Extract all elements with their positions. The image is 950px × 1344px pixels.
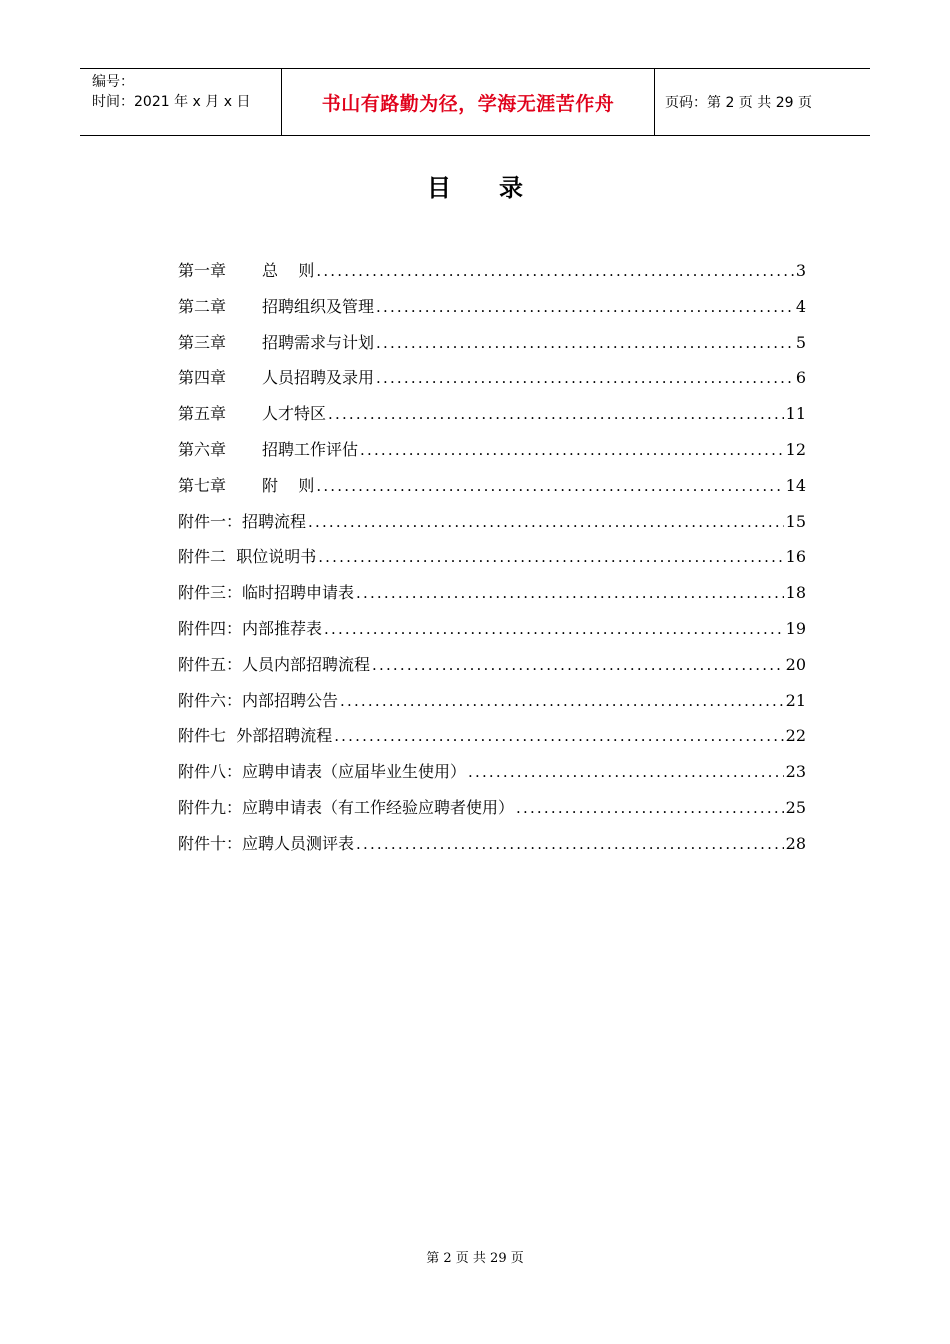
toc-entry[interactable]	[178, 436, 806, 472]
toc-page-number: 25	[785, 797, 806, 817]
toc-page-number: 15	[785, 511, 806, 531]
toc-dot-leader	[324, 615, 784, 643]
document-time: 时间：2021 年 x 月 x 日	[92, 94, 251, 110]
page-header	[80, 68, 870, 136]
toc-entry[interactable]	[178, 543, 806, 579]
toc-entry[interactable]	[178, 364, 806, 400]
toc-page-number: 14	[785, 475, 806, 495]
toc-page-number: 18	[785, 583, 806, 603]
toc-entry-title: 应聘申请表（应届毕业生使用）	[242, 762, 467, 782]
toc-page-number: 12	[785, 439, 806, 459]
toc-chapter-label: 附件二	[178, 547, 237, 567]
toc-entry-title: 职位说明书	[236, 547, 317, 567]
toc-chapter-label: 附件一：	[178, 511, 243, 531]
header-meta	[80, 69, 282, 135]
toc-chapter-label: 第二章	[178, 296, 227, 316]
toc-page-number: 21	[785, 690, 806, 710]
toc-entry[interactable]	[178, 400, 806, 436]
toc-page-number: 23	[785, 762, 806, 782]
toc-entry-title: 外部招聘流程	[236, 726, 333, 746]
toc-dot-leader	[340, 687, 784, 715]
page-title	[0, 168, 950, 203]
toc-dot-leader	[356, 830, 784, 858]
toc-dot-leader	[372, 651, 784, 679]
toc-chapter-label: 第五章	[178, 404, 227, 424]
toc-page-number: 20	[785, 654, 806, 674]
toc-chapter-label: 附件九：	[178, 797, 243, 817]
toc-entry-title: 附 则	[262, 475, 315, 495]
toc-dot-leader	[356, 579, 784, 607]
toc-entry-title: 内部招聘公告	[242, 690, 339, 710]
toc-chapter-label: 第六章	[178, 439, 227, 459]
toc-chapter-label: 附件六：	[178, 690, 243, 710]
toc-page-number: 19	[785, 618, 806, 638]
document-number-label: 编号：	[92, 74, 134, 90]
toc-dot-leader	[376, 329, 794, 357]
toc-entry[interactable]	[178, 472, 806, 508]
toc-dot-leader	[360, 436, 784, 464]
toc-entry[interactable]	[178, 329, 806, 365]
toc-entry[interactable]	[178, 830, 806, 866]
toc-chapter-label: 第一章	[178, 261, 227, 280]
toc-chapter-label: 第四章	[178, 368, 227, 388]
toc-page-number: 16	[785, 547, 806, 567]
header-motto: 书山有路勤为径，学海无涯苦作舟	[282, 69, 655, 135]
toc-chapter-label: 附件四：	[178, 618, 243, 638]
toc-chapter-label: 附件五：	[178, 654, 243, 674]
toc-dot-leader	[316, 472, 783, 500]
toc-entry-title: 临时招聘申请表	[242, 583, 355, 603]
table-of-contents	[178, 257, 806, 866]
toc-dot-leader	[316, 257, 793, 285]
toc-entry-title: 招聘需求与计划	[262, 332, 375, 352]
toc-entry[interactable]	[178, 687, 806, 723]
toc-entry-title: 人才特区	[262, 404, 327, 424]
toc-page-number: 28	[785, 833, 806, 853]
toc-entry-title: 应聘人员测评表	[242, 833, 355, 853]
toc-chapter-label: 第七章	[178, 475, 227, 495]
toc-entry-title: 人员招聘及录用	[262, 368, 375, 388]
toc-entry[interactable]	[178, 293, 806, 329]
toc-entry-title: 招聘工作评估	[262, 439, 359, 459]
toc-chapter-label: 第三章	[178, 332, 227, 352]
toc-entry[interactable]	[178, 257, 806, 293]
toc-dot-leader	[308, 508, 784, 536]
toc-entry[interactable]	[178, 651, 806, 687]
toc-chapter-label: 附件七	[178, 726, 237, 746]
toc-dot-leader	[376, 364, 794, 392]
toc-entry-title: 人员内部招聘流程	[242, 654, 371, 674]
toc-dot-leader	[318, 543, 783, 571]
page-footer: 第 2 页 共 29 页	[426, 1251, 524, 1266]
toc-dot-leader	[334, 722, 783, 750]
toc-page-number: 4	[795, 296, 806, 316]
title-char-1: 目	[427, 174, 451, 202]
toc-chapter-label: 附件十：	[178, 833, 243, 853]
toc-entry-title: 总 则	[262, 261, 315, 280]
toc-entry-title: 招聘组织及管理	[262, 296, 375, 316]
toc-entry[interactable]	[178, 615, 806, 651]
toc-chapter-label: 附件八：	[178, 762, 243, 782]
toc-page-number: 11	[785, 404, 806, 424]
toc-entry[interactable]	[178, 579, 806, 615]
toc-page-number: 5	[795, 332, 806, 352]
toc-dot-leader	[516, 794, 784, 822]
toc-entry[interactable]	[178, 508, 806, 544]
toc-entry-title: 内部推荐表	[242, 618, 323, 638]
toc-page-number: 22	[785, 726, 806, 746]
toc-chapter-label: 附件三：	[178, 583, 243, 603]
toc-dot-leader	[376, 293, 794, 321]
toc-page-number: 6	[795, 368, 806, 388]
toc-dot-leader	[468, 758, 784, 786]
toc-entry[interactable]	[178, 794, 806, 830]
toc-page-number: 3	[795, 261, 806, 280]
toc-entry-title: 招聘流程	[242, 511, 307, 531]
toc-entry[interactable]	[178, 758, 806, 794]
toc-entry-title: 应聘申请表（有工作经验应聘者使用）	[242, 797, 515, 817]
toc-entry[interactable]	[178, 722, 806, 758]
toc-dot-leader	[328, 400, 784, 428]
title-char-2: 录	[499, 174, 523, 202]
header-page-info: 页码：第 2 页 共 29 页	[665, 95, 812, 111]
